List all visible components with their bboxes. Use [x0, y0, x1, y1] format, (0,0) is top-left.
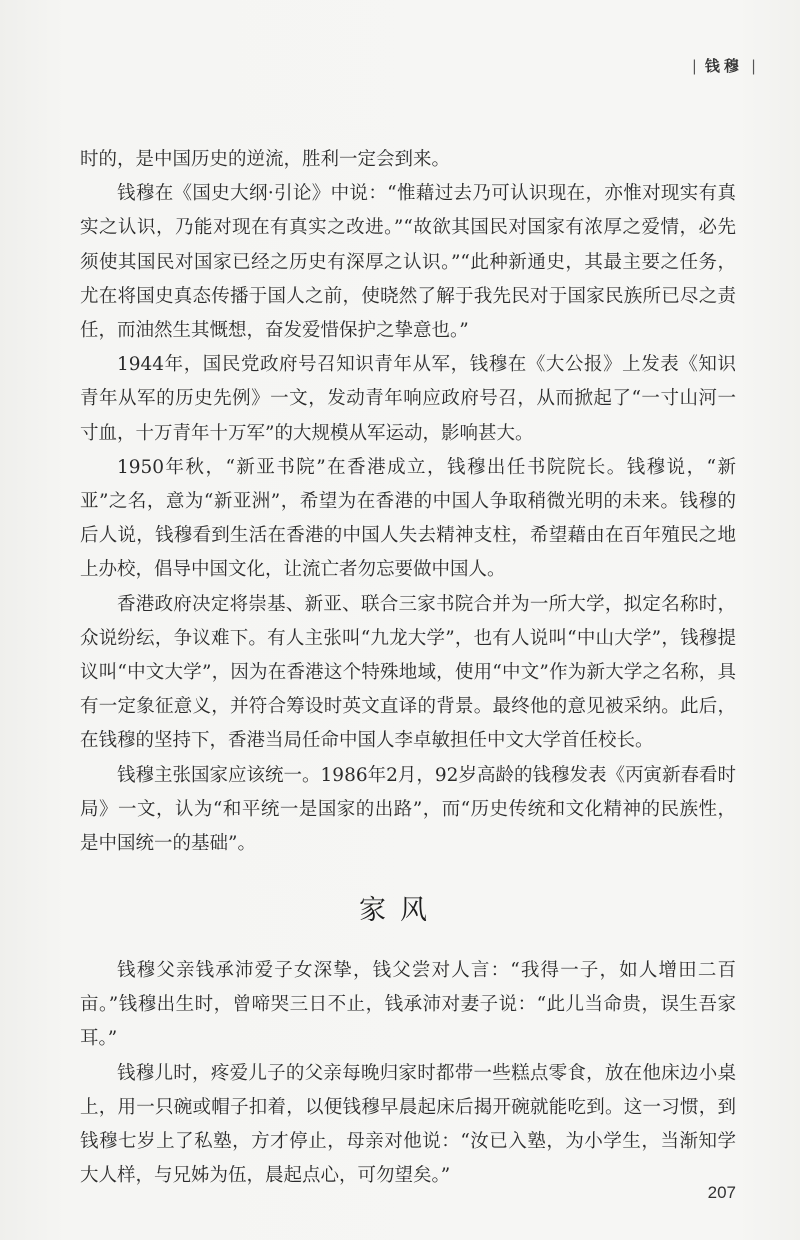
header-bar-left: | [691, 57, 697, 75]
page-number: 207 [707, 1183, 736, 1202]
header-bar-right: | [750, 57, 756, 75]
paragraph-continuation: 时的，是中国历史的逆流，胜利一定会到来。 [80, 149, 451, 170]
paragraph: 1950年秋，“新亚书院”在香港成立，钱穆出任书院院长。钱穆说，“新亚”之名，意为“新亚洲”，希望为在香港的中国人争取稍微光明的未来。钱穆的后人说，钱穆看到生活在香港的中国人失去精神支柱，希望藉由在百年殖民之地上办校，倡导中国文化，让流亡者勿忘要做中国人。 [80, 456, 736, 581]
paragraph: 钱穆儿时，疼爱儿子的父亲每晚归家时都带一些糕点零食，放在他床边小桌上，用一只碗或帽子扣着，以便钱穆早晨起床后揭开碗就能吃到。这一习惯，到钱穆七岁上了私塾，方才停止，母亲对他说：“汝已入塾，为小学生，当渐知学大人样，与兄姊为伍，晨起点心，可勿望矣。” [80, 1062, 736, 1187]
paragraph: 钱穆在《国史大纲·引论》中说：“惟藉过去乃可认识现在，亦惟对现实有真实之认识，乃能对现在有真实之改进。”“故欲其国民对国家有浓厚之爱情，必先须使其国民对国家已经之历史有深厚之认识。”“此种新通史，其最主要之任务，尤在将国史真态传播于国人之前，使晓然了解于我先民对于国家民族所已尽之责任，而油然生其慨想，奋发爱惜保护之挚意也。” [80, 183, 736, 342]
paragraph: 钱穆主张国家应该统一。1986年2月，92岁高龄的钱穆发表《丙寅新春看时局》一文，认为“和平统一是国家的出路”，而“历史传统和文化精神的民族性，是中国统一的基础”。 [80, 764, 736, 855]
paragraph: 香港政府决定将崇基、新亚、联合三家书院合并为一所大学，拟定名称时，众说纷纭，争议难下。有人主张叫“九龙大学”，也有人说叫“中山大学”，钱穆提议叫“中文大学”，因为在香港这个特殊地域，使用“中文”作为新大学之名称，具有一定象征意义，并符合筹设时英文直译的背景。最终他的意见被采纳。此后，在钱穆的坚持下，香港当局任命中国人李卓敏担任中文大学首任校长。 [80, 593, 736, 752]
section-text [80, 954, 736, 1193]
paragraph: 1944年，国民党政府号召知识青年从军，钱穆在《大公报》上发表《知识青年从军的历史先例》一文，发动青年响应政府号召，从而掀起了“一寸山河一寸血，十万青年十万军”的大规模从军运动，影响甚大。 [80, 354, 736, 444]
section-heading: 家风 [359, 895, 441, 926]
header-title: 钱穆 [704, 57, 743, 75]
running-header [684, 55, 764, 76]
main-text [80, 143, 736, 861]
paragraph: 钱穆父亲钱承沛爱子女深挚，钱父尝对人言：“我得一子，如人增田二百亩。”钱穆出生时，曾啼哭三日不止，钱承沛对妻子说：“此儿当命贵，误生吾家耳。” [80, 960, 736, 1050]
